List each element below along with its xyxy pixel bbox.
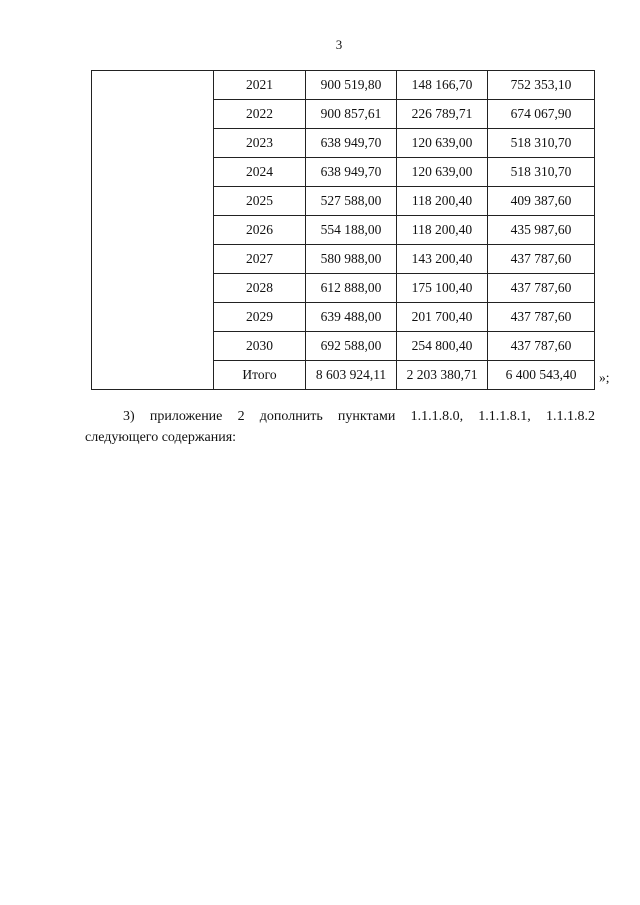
closing-quote: »; [599,370,610,385]
amount-cell: 120 639,00 [397,129,488,158]
amount-cell: 580 988,00 [306,245,397,274]
paragraph-line-2: следующего содержания: [85,430,237,445]
amount-cell: 437 787,60 [488,274,595,303]
year-cell: 2029 [214,303,306,332]
year-cell: 2028 [214,274,306,303]
amount-cell: 900 857,61 [306,100,397,129]
table-row [92,71,595,100]
year-cell: 2027 [214,245,306,274]
paragraph-line-1: 3) приложение 2 дополнить пунктами 1.1.1.8.0, 1.1.1.8.1, 1.1.1.8.2 [123,409,595,424]
amount-cell: 118 200,40 [397,187,488,216]
amount-cell: 518 310,70 [488,158,595,187]
amount-cell: 226 789,71 [397,100,488,129]
funding-table [91,70,595,390]
amount-cell: 674 067,90 [488,100,595,129]
amount-cell: 118 200,40 [397,216,488,245]
amendment-paragraph [85,406,595,448]
amount-cell: 120 639,00 [397,158,488,187]
total-amount-cell: 6 400 543,40 [488,361,595,390]
amount-cell: 148 166,70 [397,71,488,100]
table-body [92,71,595,390]
amount-cell: 518 310,70 [488,129,595,158]
amount-cell: 201 700,40 [397,303,488,332]
amount-cell: 175 100,40 [397,274,488,303]
amount-cell: 143 200,40 [397,245,488,274]
year-cell: 2026 [214,216,306,245]
amount-cell: 437 787,60 [488,303,595,332]
total-amount-cell: 8 603 924,11 [306,361,397,390]
amount-cell: 638 949,70 [306,158,397,187]
merged-first-column-cell [92,71,214,390]
amount-cell: 254 800,40 [397,332,488,361]
year-cell: 2021 [214,71,306,100]
amount-cell: 900 519,80 [306,71,397,100]
year-cell: 2025 [214,187,306,216]
year-cell: 2030 [214,332,306,361]
amount-cell: 612 888,00 [306,274,397,303]
amount-cell: 409 387,60 [488,187,595,216]
amount-cell: 752 353,10 [488,71,595,100]
year-cell: 2022 [214,100,306,129]
page-number: 3 [335,37,343,52]
amount-cell: 435 987,60 [488,216,595,245]
amount-cell: 437 787,60 [488,332,595,361]
amount-cell: 638 949,70 [306,129,397,158]
amount-cell: 554 188,00 [306,216,397,245]
total-amount-cell: 2 203 380,71 [397,361,488,390]
total-label-cell: Итого [214,361,306,390]
year-cell: 2024 [214,158,306,187]
amount-cell: 639 488,00 [306,303,397,332]
amount-cell: 692 588,00 [306,332,397,361]
amount-cell: 437 787,60 [488,245,595,274]
year-cell: 2023 [214,129,306,158]
amount-cell: 527 588,00 [306,187,397,216]
